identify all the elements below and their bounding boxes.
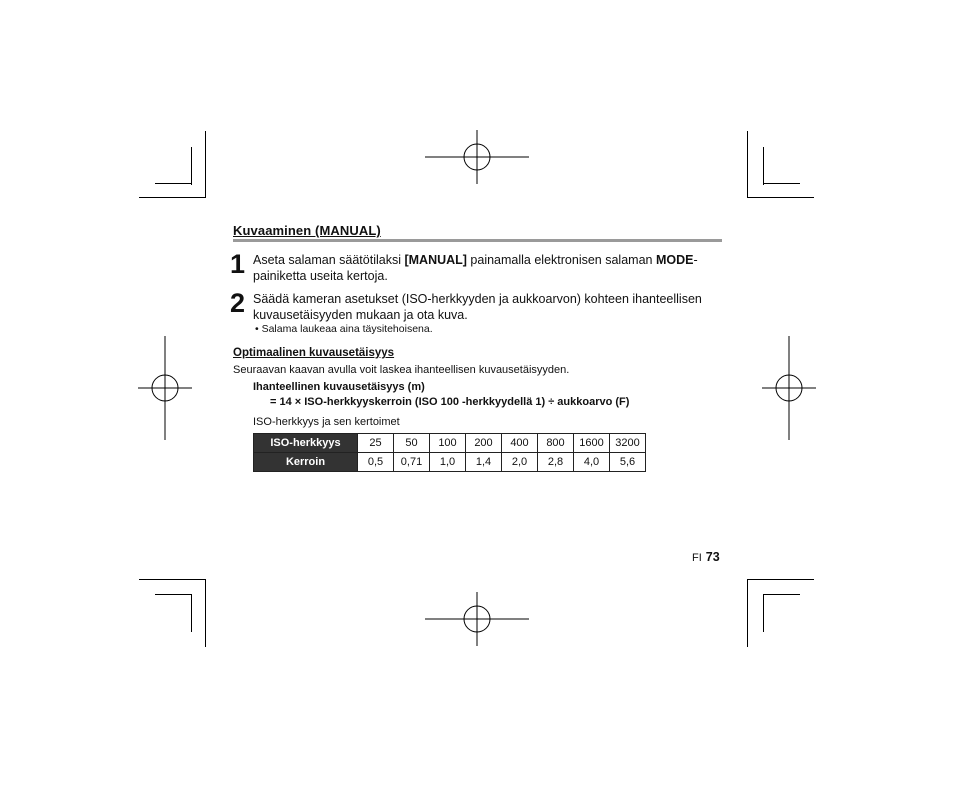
crop-mark	[763, 147, 764, 185]
step-number-1: 1	[230, 249, 246, 279]
crop-mark	[763, 183, 800, 184]
formula: = 14 × ISO-herkkyyskerroin (ISO 100 -herkkyydellä 1) ÷ aukkoarvo (F)	[270, 396, 630, 408]
iso-factor-table	[253, 433, 646, 472]
step-1-line-1	[253, 252, 723, 268]
step-number-2: 2	[230, 288, 246, 318]
step-2-bullet-text: Salama laukeaa aina täysitehoisena.	[261, 323, 433, 335]
crop-mark	[763, 594, 800, 595]
step-1-text-a: Aseta salaman säätötilaksi	[253, 253, 405, 267]
optimal-distance-title: Optimaalinen kuvausetäisyys	[233, 347, 395, 359]
page-number: 73	[705, 550, 720, 564]
language-code: FI	[692, 552, 702, 564]
crop-mark	[191, 594, 192, 632]
page-folio	[692, 550, 720, 564]
manual-mode-label: [MANUAL]	[404, 253, 467, 267]
mode-button-label: MODE	[655, 253, 694, 267]
table-cell: 5,6	[610, 453, 646, 472]
crop-mark	[155, 183, 192, 184]
registration-mark-left	[138, 336, 192, 440]
table-cell: 4,0	[574, 453, 610, 472]
table-cell: 0,71	[394, 453, 430, 472]
table-cell: 800	[538, 434, 574, 453]
registration-mark-right	[762, 336, 816, 440]
table-cell: 100	[430, 434, 466, 453]
registration-mark-bottom	[425, 592, 529, 646]
crop-mark	[747, 197, 814, 198]
table-caption: ISO-herkkyys ja sen kertoimet	[253, 416, 400, 428]
crop-mark	[747, 580, 748, 647]
formula-label: Ihanteellinen kuvausetäisyys (m)	[253, 381, 425, 393]
crop-mark	[139, 197, 206, 198]
table-cell: 200	[466, 434, 502, 453]
step-2-line-2: kuvausetäisyyden mukaan ja ota kuva.	[253, 308, 468, 322]
step-2-text	[253, 291, 723, 323]
table-cell: 1600	[574, 434, 610, 453]
table-cell: 1,0	[430, 453, 466, 472]
table-row	[254, 453, 646, 472]
step-1-text-c: -	[693, 253, 698, 267]
crop-mark	[747, 579, 814, 580]
table-row	[254, 434, 646, 453]
section-title-text: Kuvaaminen (MANUAL)	[233, 223, 381, 238]
crop-mark	[205, 131, 206, 198]
table-cell: 400	[502, 434, 538, 453]
crop-mark	[139, 579, 206, 580]
step-1-text	[253, 252, 723, 284]
table-cell: 25	[358, 434, 394, 453]
table-cell: 2,0	[502, 453, 538, 472]
bullet-dot: •	[255, 323, 262, 335]
step-1-line-2: painiketta useita kertoja.	[253, 269, 388, 283]
table-cell: 1,4	[466, 453, 502, 472]
registration-mark-top	[425, 130, 529, 184]
table-cell: 3200	[610, 434, 646, 453]
section-title	[233, 223, 722, 242]
crop-mark	[191, 147, 192, 185]
crop-mark	[747, 131, 748, 198]
step-1-text-b: painamalla elektronisen salaman	[466, 253, 656, 267]
step-2-line-1: Säädä kameran asetukset (ISO-herkkyyden ja aukkoarvon) kohteen ihanteellisen	[253, 292, 702, 306]
crop-mark	[155, 594, 192, 595]
table-cell: 50	[394, 434, 430, 453]
row-header-factor: Kerroin	[254, 453, 358, 472]
table-cell: 0,5	[358, 453, 394, 472]
step-2-bullet	[255, 322, 433, 336]
crop-mark	[763, 594, 764, 632]
table-cell: 2,8	[538, 453, 574, 472]
crop-mark	[205, 580, 206, 647]
optimal-distance-intro: Seuraavan kaavan avulla voit laskea ihanteellisen kuvausetäisyyden.	[233, 364, 570, 376]
row-header-iso: ISO-herkkyys	[254, 434, 358, 453]
